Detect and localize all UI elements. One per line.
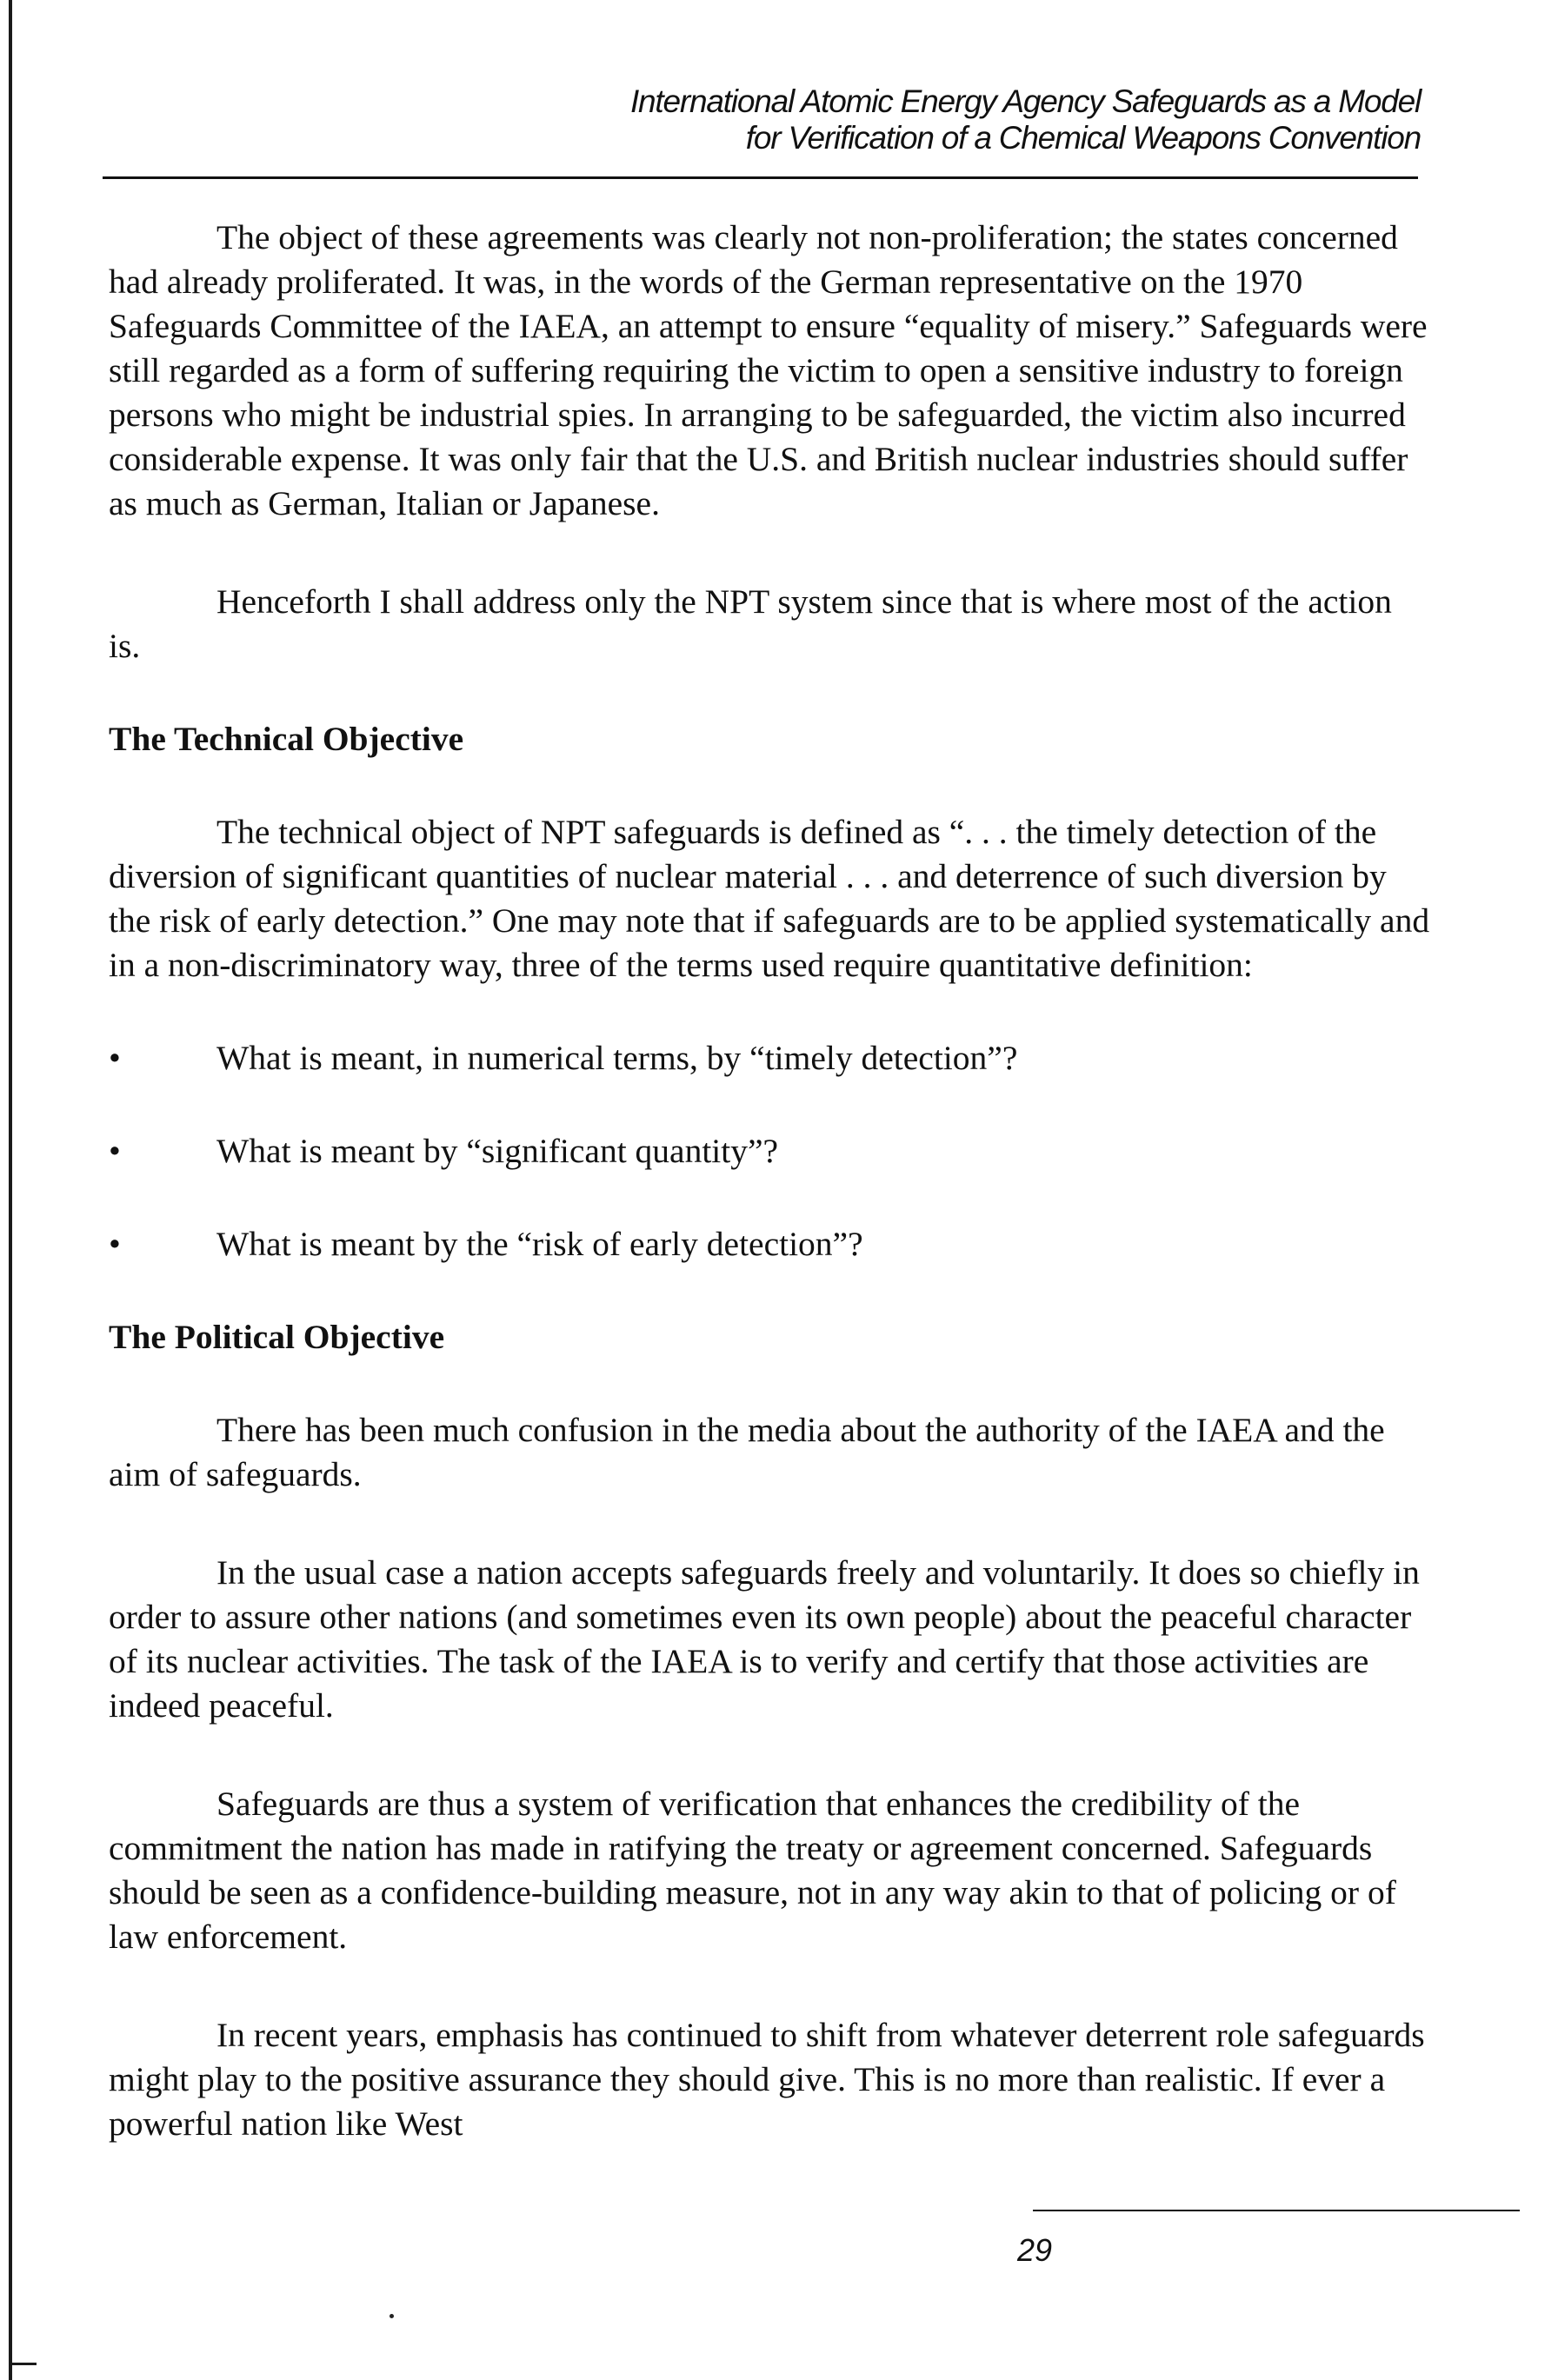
heading-political-objective: The Political Objective: [109, 1318, 445, 1356]
bullet-list: [109, 1036, 1430, 1266]
page-number: 29: [1017, 2232, 1053, 2268]
paragraph-media-confusion: There has been much confusion in the media about the authority of the IAEA and the aim of safeguards.: [109, 1411, 1385, 1493]
bullet-icon: •: [109, 1132, 121, 1170]
running-header-line-2: for Verification of a Chemical Weapons Convention: [745, 120, 1421, 156]
bullet-text: What is meant by “significant quantity”?: [216, 1132, 779, 1170]
page-body: [109, 216, 1430, 2146]
header-rule: [103, 176, 1418, 179]
list-item: [109, 1222, 1430, 1266]
bullet-text: What is meant, in numerical terms, by “timely detection”?: [216, 1039, 1018, 1077]
scan-edge-mark: [9, 2363, 37, 2365]
bullet-icon: •: [109, 1225, 121, 1263]
paragraph-equality-of-misery: The object of these agreements was clearly not non-proliferation; the states concerned had already proliferated. It was, in the words of the German representative on the 1970 Safeguards Committee of the IAEA, an attempt to ensure “equality of misery.” Safeguards were still regarded as a form of suffering requiring the victim to open a sensitive industry to foreign persons who might be industrial spies. In arranging to be safeguarded, the victim also incurred considerable expense. It was only fair that the U.S. and British nuclear industries should suffer as much as German, Italian or Japanese.: [109, 218, 1428, 522]
paragraph-nation-accepts: In the usual case a nation accepts safeguards freely and voluntarily. It does so chiefly in order to assure other nations (and sometimes even its own people) about the peaceful character of its nuclear activities. The task of the IAEA is to verify and certify that those activities are indeed peaceful.: [109, 1553, 1420, 1725]
paragraph-npt-system: Henceforth I shall address only the NPT system since that is where most of the action is.: [109, 582, 1392, 665]
list-item: [109, 1036, 1430, 1080]
footer-rule: [1033, 2210, 1520, 2211]
heading-technical-objective: The Technical Objective: [109, 720, 464, 758]
running-header-line-1: International Atomic Energy Agency Safeguards as a Model: [629, 83, 1421, 119]
paragraph-technical-object: The technical object of NPT safeguards is defined as “. . . the timely detection of the diversion of significant quantities of nuclear material . . . and deterrence of such diversion by the risk of early detection.” One may note that if safeguards are to be applied systematically and in a non-discriminatory way, three of the terms used require quantitative definition:: [109, 813, 1430, 984]
scan-speck: [390, 2314, 394, 2318]
paragraph-system-of-verification: Safeguards are thus a system of verification that enhances the credibility of the commitment the nation has made in ratifying the treaty or agreement concerned. Safeguards should be seen as a confidence-building measure, not in any way akin to that of policing or of law enforcement.: [109, 1785, 1396, 1956]
scan-edge-left: [9, 0, 12, 2380]
running-header: [630, 83, 1421, 156]
list-item: [109, 1129, 1430, 1173]
bullet-icon: •: [109, 1039, 121, 1077]
paragraph-recent-years: In recent years, emphasis has continued to shift from whatever deterrent role safeguards might play to the positive assurance they should give. This is no more than realistic. If ever a powerful nation like West: [109, 2016, 1425, 2143]
bullet-text: What is meant by the “risk of early detection”?: [216, 1225, 863, 1263]
